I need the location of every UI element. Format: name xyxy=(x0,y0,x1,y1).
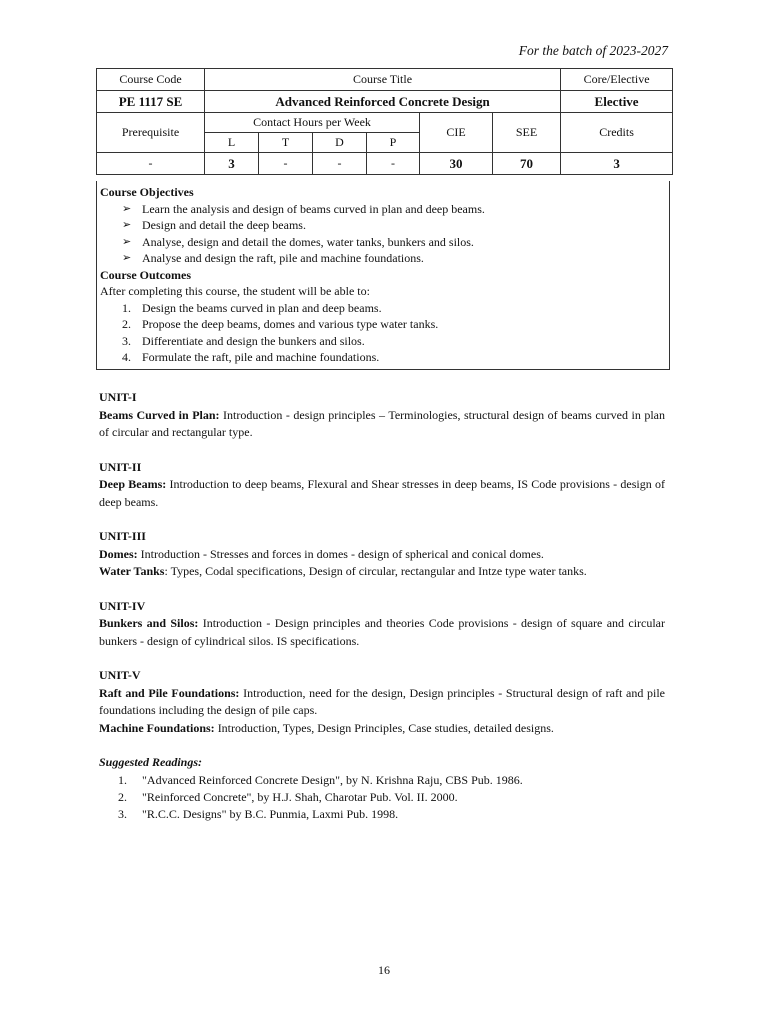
topic-text: Introduction, Types, Design Principles, Case studies, detailed designs. xyxy=(214,720,554,735)
readings-heading: Suggested Readings: xyxy=(99,755,203,769)
course-title: Advanced Reinforced Concrete Design xyxy=(205,91,561,113)
unit-paragraph xyxy=(99,563,665,581)
header-course-code: Course Code xyxy=(97,69,205,91)
outcome-number: 4. xyxy=(122,350,131,364)
topic-text: Introduction to deep beams, Flexural and Shear stresses in deep beams, IS Code provisions - design of deep beams. xyxy=(99,477,665,509)
p-value: - xyxy=(367,153,420,175)
topic-lead: Raft and Pile Foundations: xyxy=(99,685,240,700)
unit-title: UNIT-III xyxy=(99,529,146,543)
topic-lead: Deep Beams: xyxy=(99,477,167,491)
objectives-list xyxy=(100,201,669,267)
unit-paragraph xyxy=(99,685,665,720)
outcome-number: 1. xyxy=(122,300,131,315)
unit-paragraph xyxy=(99,546,665,564)
credits-label: Credits xyxy=(561,113,673,153)
arrow-bullet-icon: ➢ xyxy=(122,252,132,264)
unit-title: UNIT-II xyxy=(99,459,142,474)
objective-text: Analyse and design the raft, pile and machine foundations. xyxy=(142,251,424,265)
topic-lead: Bunkers and Silos: xyxy=(99,616,199,630)
outcomes-heading: Course Outcomes xyxy=(100,267,191,282)
l-value: 3 xyxy=(205,153,259,175)
unit-block xyxy=(99,389,665,442)
outcome-number: 3. xyxy=(122,333,131,348)
reading-item xyxy=(99,772,665,789)
arrow-bullet-icon: ➢ xyxy=(122,202,132,215)
outcome-item xyxy=(100,333,669,350)
page-number: 16 xyxy=(378,963,390,977)
topic-text: Introduction - Design principles and theories Code provisions - design of square and circular bunkers - design of cylindrical silos. IS specifications. xyxy=(99,616,666,648)
course-type: Elective xyxy=(561,91,673,113)
cie-value: 30 xyxy=(420,153,493,175)
objective-item xyxy=(100,250,669,267)
objective-text: Analyse, design and detail the domes, water tanks, bunkers and silos. xyxy=(142,234,474,249)
reading-item xyxy=(99,806,665,823)
reading-number: 3. xyxy=(118,806,127,821)
outcome-text: Design the beams curved in plan and deep beams. xyxy=(142,300,382,315)
unit-block xyxy=(99,528,665,581)
course-info-table xyxy=(96,68,673,175)
outcome-item xyxy=(100,349,669,366)
t-value: - xyxy=(259,153,313,175)
units-section xyxy=(99,389,665,823)
objective-text: Learn the analysis and design of beams curved in plan and deep beams. xyxy=(142,201,485,216)
course-code: PE 1117 SE xyxy=(97,91,205,113)
topic-text: Introduction - Stresses and forces in domes - design of spherical and conical domes. xyxy=(137,546,544,561)
unit-title: UNIT-I xyxy=(99,390,137,404)
topic-text: Introduction - design principles – Terminologies, structural design of beams curved in plan of circular and rectangular type. xyxy=(99,407,665,439)
unit-title: UNIT-IV xyxy=(99,598,146,613)
unit-paragraph xyxy=(99,720,665,738)
credits-value: 3 xyxy=(561,153,673,175)
reading-item xyxy=(99,789,665,806)
see-label: SEE xyxy=(493,113,561,153)
unit-block xyxy=(99,667,665,737)
outcome-item xyxy=(100,300,669,317)
header-core-elective: Core/Elective xyxy=(561,69,673,91)
unit-list xyxy=(99,389,665,737)
header-course-title: Course Title xyxy=(205,69,561,91)
unit-paragraph xyxy=(99,615,665,650)
outcome-number: 2. xyxy=(122,317,131,331)
objectives-outcomes-box xyxy=(96,181,670,370)
batch-note: For the batch of 2023-2027 xyxy=(518,43,668,58)
cie-label: CIE xyxy=(420,113,493,153)
outcomes-list xyxy=(100,300,669,366)
topic-lead: Beams Curved in Plan: xyxy=(99,407,220,422)
outcome-text: Differentiate and design the bunkers and silos. xyxy=(142,333,365,348)
unit-paragraph xyxy=(99,476,665,511)
unit-title: UNIT-V xyxy=(99,668,141,682)
p-label: P xyxy=(367,133,420,153)
arrow-bullet-icon: ➢ xyxy=(122,235,132,248)
objective-item xyxy=(100,217,669,234)
outcome-text: Formulate the raft, pile and machine foundations. xyxy=(142,350,380,364)
arrow-bullet-icon: ➢ xyxy=(122,219,132,231)
readings-list xyxy=(99,772,665,823)
topic-text: Introduction, need for the design, Design principles - Structural design of raft and pile foundations including the design of pile caps. xyxy=(99,685,666,717)
unit-block xyxy=(99,598,665,651)
l-label: L xyxy=(205,133,259,153)
unit-paragraph xyxy=(99,407,665,442)
objective-text: Design and detail the deep beams. xyxy=(142,218,306,232)
contact-hours-label: Contact Hours per Week xyxy=(205,113,420,133)
d-value: - xyxy=(313,153,367,175)
reading-text: "Reinforced Concrete", by H.J. Shah, Charotar Pub. Vol. II. 2000. xyxy=(142,789,458,804)
outcome-item xyxy=(100,316,669,333)
objective-item xyxy=(100,201,669,218)
prerequisite-value: - xyxy=(97,153,205,175)
outcome-text: Propose the deep beams, domes and various type water tanks. xyxy=(142,317,439,331)
reading-number: 2. xyxy=(118,789,127,804)
reading-text: "R.C.C. Designs" by B.C. Punmia, Laxmi Pub. 1998. xyxy=(142,806,399,821)
topic-lead: Machine Foundations: xyxy=(99,720,215,735)
unit-block xyxy=(99,459,665,512)
topic-text: : Types, Codal specifications, Design of circular, rectangular and Intze type water tanks. xyxy=(164,564,587,578)
d-label: D xyxy=(313,133,367,153)
prerequisite-label: Prerequisite xyxy=(97,113,205,153)
see-value: 70 xyxy=(493,153,561,175)
objective-item xyxy=(100,234,669,251)
topic-lead: Domes: xyxy=(99,546,138,561)
t-label: T xyxy=(259,133,313,153)
objectives-heading: Course Objectives xyxy=(100,185,194,199)
reading-text: "Advanced Reinforced Concrete Design", by N. Krishna Raju, CBS Pub. 1986. xyxy=(142,772,523,787)
topic-lead: Water Tanks xyxy=(99,564,165,578)
reading-number: 1. xyxy=(118,772,127,787)
outcomes-intro: After completing this course, the student will be able to: xyxy=(100,284,370,298)
